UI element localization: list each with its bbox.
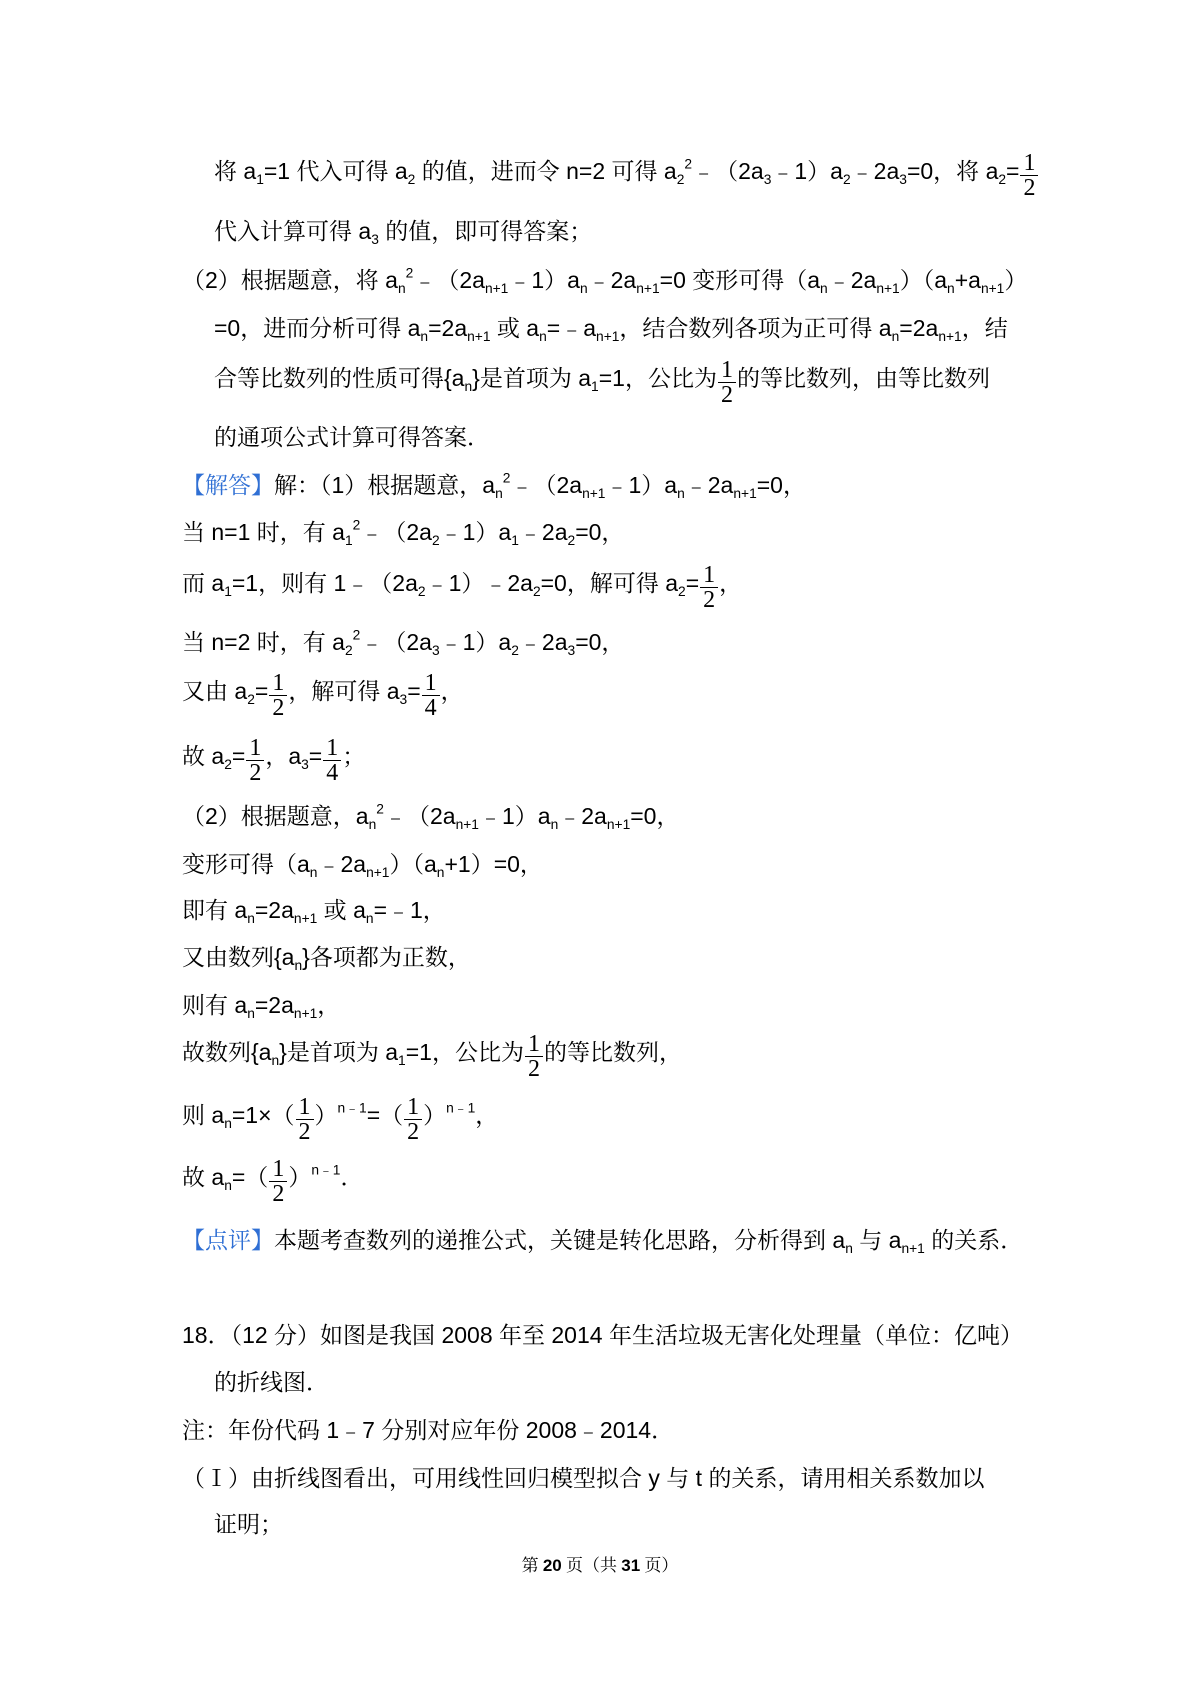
subscript: n+1	[636, 280, 660, 296]
superscript: n﹣1	[446, 1100, 476, 1116]
fraction	[718, 358, 736, 407]
text-run: =1 代入可得 a	[263, 158, 408, 184]
text-run: ﹣（2a	[360, 519, 432, 545]
text-run: 即有 a	[182, 897, 248, 923]
subscript: n	[271, 1052, 280, 1068]
subscript: 2	[678, 583, 686, 599]
text-run: ，结	[961, 315, 1008, 341]
text-run: =	[231, 743, 246, 769]
text-run: =0，	[630, 803, 680, 829]
analysis-line	[214, 357, 990, 409]
subscript: n	[947, 280, 955, 296]
text-run: =1，则有 1﹣（2a	[231, 570, 418, 596]
text-run: =2a	[254, 897, 294, 923]
text-run: ﹣2a	[558, 803, 607, 829]
fraction-denominator: 4	[424, 695, 437, 722]
text-run: （2）根据题意，a	[182, 803, 369, 829]
subscript: n+1	[606, 816, 631, 832]
subscript: n	[579, 280, 588, 296]
text-run: 的通项公式计算可得答案．	[214, 424, 490, 450]
text-run: ，结合数列各项为正可得 a	[619, 315, 892, 341]
subscript: n+1	[455, 816, 479, 832]
text-run: 的值，即可得答案；	[378, 218, 593, 244]
fraction	[269, 1157, 287, 1206]
fraction-denominator: 2	[298, 1119, 311, 1146]
comment-line	[182, 1220, 1023, 1260]
text-run: =0，将 a	[906, 158, 999, 184]
subscript: n	[365, 910, 374, 926]
text-run: ﹣2a	[827, 267, 877, 293]
subscript: 3	[431, 642, 440, 658]
fraction-numerator: 1	[323, 736, 341, 761]
fraction	[269, 671, 287, 720]
fraction-denominator: 2	[272, 1181, 285, 1208]
subscript: n+1	[733, 485, 757, 501]
solution-line	[182, 512, 624, 552]
subscript: 3	[371, 231, 379, 247]
text-run: +a	[954, 267, 981, 293]
text-run: ﹣（2a	[413, 267, 485, 293]
solution-line	[182, 735, 366, 787]
analysis-line	[182, 260, 1027, 300]
text-run: =1×（	[231, 1102, 295, 1128]
footer-middle: 页（共	[561, 1556, 622, 1575]
text-run: ﹣2a	[317, 851, 367, 877]
subscript: 3	[567, 642, 576, 658]
text-run: （2）根据题意，将 a	[182, 267, 398, 293]
analysis-line	[214, 211, 592, 251]
subscript: n	[294, 957, 303, 973]
text-run: ﹣1）a	[439, 519, 512, 545]
text-run: ；	[342, 743, 366, 769]
subscript: n	[495, 485, 503, 501]
solution-line	[182, 844, 543, 884]
superscript: 2	[376, 801, 384, 817]
text-run: ．	[340, 1164, 364, 1190]
text-run: =1，公比为	[598, 365, 717, 391]
subscript: n+1	[366, 864, 390, 880]
subscript: 1	[256, 171, 264, 187]
fraction	[246, 736, 264, 785]
text-run: ﹣1）a	[508, 267, 580, 293]
superscript: n﹣1	[311, 1162, 341, 1178]
text-run: ，	[440, 678, 464, 704]
subscript: 2	[344, 642, 353, 658]
fraction	[404, 1095, 422, 1144]
text-run: 合等比数列的性质可得{a	[214, 365, 465, 391]
fraction-denominator: 4	[326, 760, 339, 787]
subscript: 2	[417, 583, 426, 599]
analysis-line	[214, 150, 1039, 202]
text-run: ﹣2a	[684, 472, 734, 498]
text-run: 故 a	[182, 1164, 225, 1190]
text-run: ，	[317, 992, 341, 1018]
text-run: ）	[1004, 267, 1028, 293]
text-run: 的折线图．	[214, 1369, 329, 1395]
text-run: 而 a	[182, 570, 225, 596]
text-run: =0 变形可得（a	[659, 267, 821, 293]
text-run: =0，	[575, 629, 625, 655]
subscript: n+1	[901, 1240, 925, 1256]
superscript: n﹣1	[337, 1100, 367, 1116]
subscript: n+1	[484, 280, 509, 296]
text-run: ）	[314, 1102, 338, 1128]
solution-line	[182, 622, 624, 662]
question-18-line	[182, 1315, 1023, 1355]
text-run: ﹣1）a	[605, 472, 678, 498]
fraction-numerator: 1	[718, 358, 736, 383]
text-run: 又由 a	[182, 678, 248, 704]
text-run: +1）=0，	[444, 851, 543, 877]
text-run: 当 n=1 时，有 a	[182, 519, 345, 545]
text-run: }各项都为正数，	[302, 944, 471, 970]
footer-prefix: 第	[521, 1556, 543, 1575]
subscript: 2	[998, 171, 1007, 187]
subscript: n	[224, 1177, 232, 1193]
subscript: 2	[676, 171, 685, 187]
subscript: n+1	[293, 1005, 318, 1021]
solution-line	[182, 796, 679, 836]
fraction-denominator: 2	[703, 587, 716, 614]
text-run: 代入计算可得 a	[214, 218, 372, 244]
text-run: =0，进而分析可得 a	[214, 315, 421, 341]
subscript: n	[891, 328, 900, 344]
text-run: 当 n=2 时，有 a	[182, 629, 345, 655]
solution-line	[182, 670, 464, 722]
subscript: 2	[567, 532, 576, 548]
subscript: 2	[247, 691, 255, 707]
subscript: n	[420, 328, 429, 344]
text-run: ﹣2a	[587, 267, 637, 293]
solution-line	[182, 1156, 364, 1208]
text-run: 故数列{a	[182, 1039, 272, 1065]
text-run: 则 a	[182, 1102, 225, 1128]
question-18-part-1-line	[182, 1458, 984, 1498]
question-18-part-1-line	[214, 1504, 283, 1544]
superscript: 2	[502, 470, 511, 486]
superscript: 2	[352, 627, 361, 643]
text-run: ﹣（2a	[360, 629, 432, 655]
subscript: n	[550, 816, 559, 832]
subscript: n+1	[938, 328, 962, 344]
fraction	[296, 1095, 314, 1144]
question-18-line	[214, 1362, 329, 1402]
text-run: ）（a	[899, 267, 948, 293]
subscript: n	[820, 280, 828, 296]
fraction-denominator: 2	[407, 1119, 420, 1146]
text-run: =1，公比为	[405, 1039, 524, 1065]
subscript: n+1	[876, 280, 900, 296]
subscript: n+1	[596, 328, 620, 344]
text-run: }是首项为 a	[279, 1039, 399, 1065]
text-run: 的等比数列，由等比数列	[736, 365, 990, 391]
footer-suffix: 页）	[640, 1556, 679, 1575]
text-run: 则有 a	[182, 992, 248, 1018]
question-18-note-line	[182, 1410, 674, 1450]
text-run: ﹣1）a	[771, 158, 843, 184]
analysis-line	[214, 417, 490, 457]
subscript: 2	[224, 756, 232, 772]
fraction	[323, 736, 341, 785]
subscript: 2	[511, 642, 519, 658]
text-run: ，	[719, 570, 743, 596]
text-run: ﹣2a	[518, 629, 568, 655]
subscript: 1	[511, 532, 519, 548]
section-label: 【解答】	[182, 472, 274, 498]
fraction	[1020, 151, 1038, 200]
text-run: =（	[366, 1102, 404, 1128]
text-run: =2a	[254, 992, 294, 1018]
text-run: ﹣2a	[850, 158, 900, 184]
subscript: 2	[431, 532, 440, 548]
solution-line	[182, 1031, 682, 1083]
subscript: n	[247, 910, 255, 926]
text-run: 或 a	[317, 897, 366, 923]
text-run: ﹣（2a	[692, 158, 764, 184]
superscript: 2	[684, 156, 693, 172]
subscript: n	[397, 280, 406, 296]
solution-line	[182, 937, 471, 977]
subscript: 2	[532, 583, 541, 599]
text-run: 或 a	[490, 315, 540, 341]
text-run: ，解可得 a	[288, 678, 400, 704]
text-run: =2a	[899, 315, 939, 341]
text-run: =	[254, 678, 269, 704]
subscript: n+1	[582, 485, 606, 501]
solution-line	[182, 1094, 499, 1146]
text-run: ﹣1）a	[478, 803, 551, 829]
text-run: ）	[288, 1164, 312, 1190]
text-run: 将 a	[214, 158, 257, 184]
text-run: ）（a	[389, 851, 437, 877]
text-run: 的关系．	[924, 1227, 1024, 1253]
text-run: =2a	[428, 315, 468, 341]
current-page-number: 20	[542, 1556, 562, 1575]
text-run: 的值，进而令 n=2 可得 a	[415, 158, 677, 184]
text-run: 又由数列{a	[182, 944, 295, 970]
section-label: 【点评】	[182, 1227, 274, 1253]
text-run: 变形可得（a	[182, 851, 310, 877]
subscript: 1	[591, 378, 599, 394]
fraction-numerator: 1	[269, 671, 287, 696]
fraction-numerator: 1	[404, 1095, 422, 1120]
subscript: n	[845, 1240, 853, 1256]
fraction-numerator: 1	[1020, 151, 1038, 176]
fraction	[700, 563, 718, 612]
subscript: 3	[763, 171, 772, 187]
text-run: ，a	[265, 743, 302, 769]
solution-header-line	[182, 465, 806, 505]
fraction-denominator: 2	[720, 382, 733, 409]
fraction	[525, 1032, 543, 1081]
text-run: =0，	[575, 519, 625, 545]
text-run: =	[1006, 158, 1020, 184]
subscript: n	[247, 1005, 255, 1021]
text-run: =﹣a	[546, 315, 597, 341]
subscript: n	[224, 1115, 232, 1131]
solution-line	[182, 562, 743, 614]
subscript: n	[677, 485, 685, 501]
fraction-denominator: 2	[272, 695, 285, 722]
text-run: =（	[231, 1164, 269, 1190]
text-run: ，	[475, 1102, 499, 1128]
fraction-denominator: 2	[249, 760, 262, 787]
text-run: ）	[423, 1102, 447, 1128]
fraction-numerator: 1	[296, 1095, 314, 1120]
subscript: 1	[344, 532, 353, 548]
subscript: n	[464, 378, 473, 394]
text-run: =0，	[756, 472, 806, 498]
fraction-denominator: 2	[1023, 175, 1036, 202]
text-run: =0，解可得 a	[540, 570, 679, 596]
text-run: 与 a	[852, 1227, 902, 1253]
subscript: 2	[407, 171, 416, 187]
subscript: n+1	[980, 280, 1005, 296]
solution-line	[182, 890, 446, 930]
fraction-denominator: 2	[527, 1056, 540, 1083]
text-run: =﹣1，	[373, 897, 446, 923]
text-run: 证明；	[214, 1511, 283, 1537]
subscript: n	[539, 328, 547, 344]
text-run: =	[308, 743, 323, 769]
subscript: n+1	[293, 910, 318, 926]
fraction	[422, 671, 440, 720]
text-run: ﹣1）﹣2a	[425, 570, 533, 596]
text-run: （Ⅰ）由折线图看出，可用线性回归模型拟合 y 与 t 的关系，请用相关系数加以	[182, 1465, 985, 1491]
subscript: 3	[899, 171, 907, 187]
text-run: 故 a	[182, 743, 225, 769]
text-run: =	[685, 570, 700, 596]
subscript: 1	[224, 583, 232, 599]
subscript: 2	[842, 171, 851, 187]
solution-line	[182, 985, 340, 1025]
page-footer	[0, 1553, 1200, 1579]
text-run: =	[407, 678, 421, 704]
subscript: n+1	[467, 328, 491, 344]
subscript: 1	[398, 1052, 406, 1068]
superscript: 2	[352, 517, 361, 533]
subscript: n	[436, 864, 445, 880]
total-page-count: 31	[621, 1556, 641, 1575]
text-run: ﹣（2a	[510, 472, 583, 498]
text-run: ﹣1）a	[439, 629, 512, 655]
fraction-numerator: 1	[246, 736, 264, 761]
fraction-numerator: 1	[422, 671, 440, 696]
subscript: n	[368, 816, 377, 832]
text-run: 注：年份代码 1﹣7 分别对应年份 2008﹣2014．	[182, 1417, 675, 1443]
text-run: 18．（12 分）如图是我国 2008 年至 2014 年生活垃圾无害化处理量（单位：亿吨）	[182, 1322, 1023, 1348]
superscript: 2	[405, 265, 414, 281]
subscript: n	[309, 864, 318, 880]
fraction-numerator: 1	[525, 1032, 543, 1057]
fraction-numerator: 1	[700, 563, 718, 588]
text-run: 本题考查数列的递推公式，关键是转化思路，分析得到 a	[274, 1227, 846, 1253]
subscript: 3	[399, 691, 408, 707]
text-run: }是首项为 a	[472, 365, 592, 391]
text-run: ﹣（2a	[383, 803, 456, 829]
subscript: 3	[301, 756, 309, 772]
fraction-numerator: 1	[269, 1157, 287, 1182]
analysis-line	[214, 308, 1008, 348]
text-run: 解：（1）根据题意，a	[274, 472, 496, 498]
text-run: ﹣2a	[518, 519, 568, 545]
text-run: 的等比数列，	[543, 1039, 682, 1065]
